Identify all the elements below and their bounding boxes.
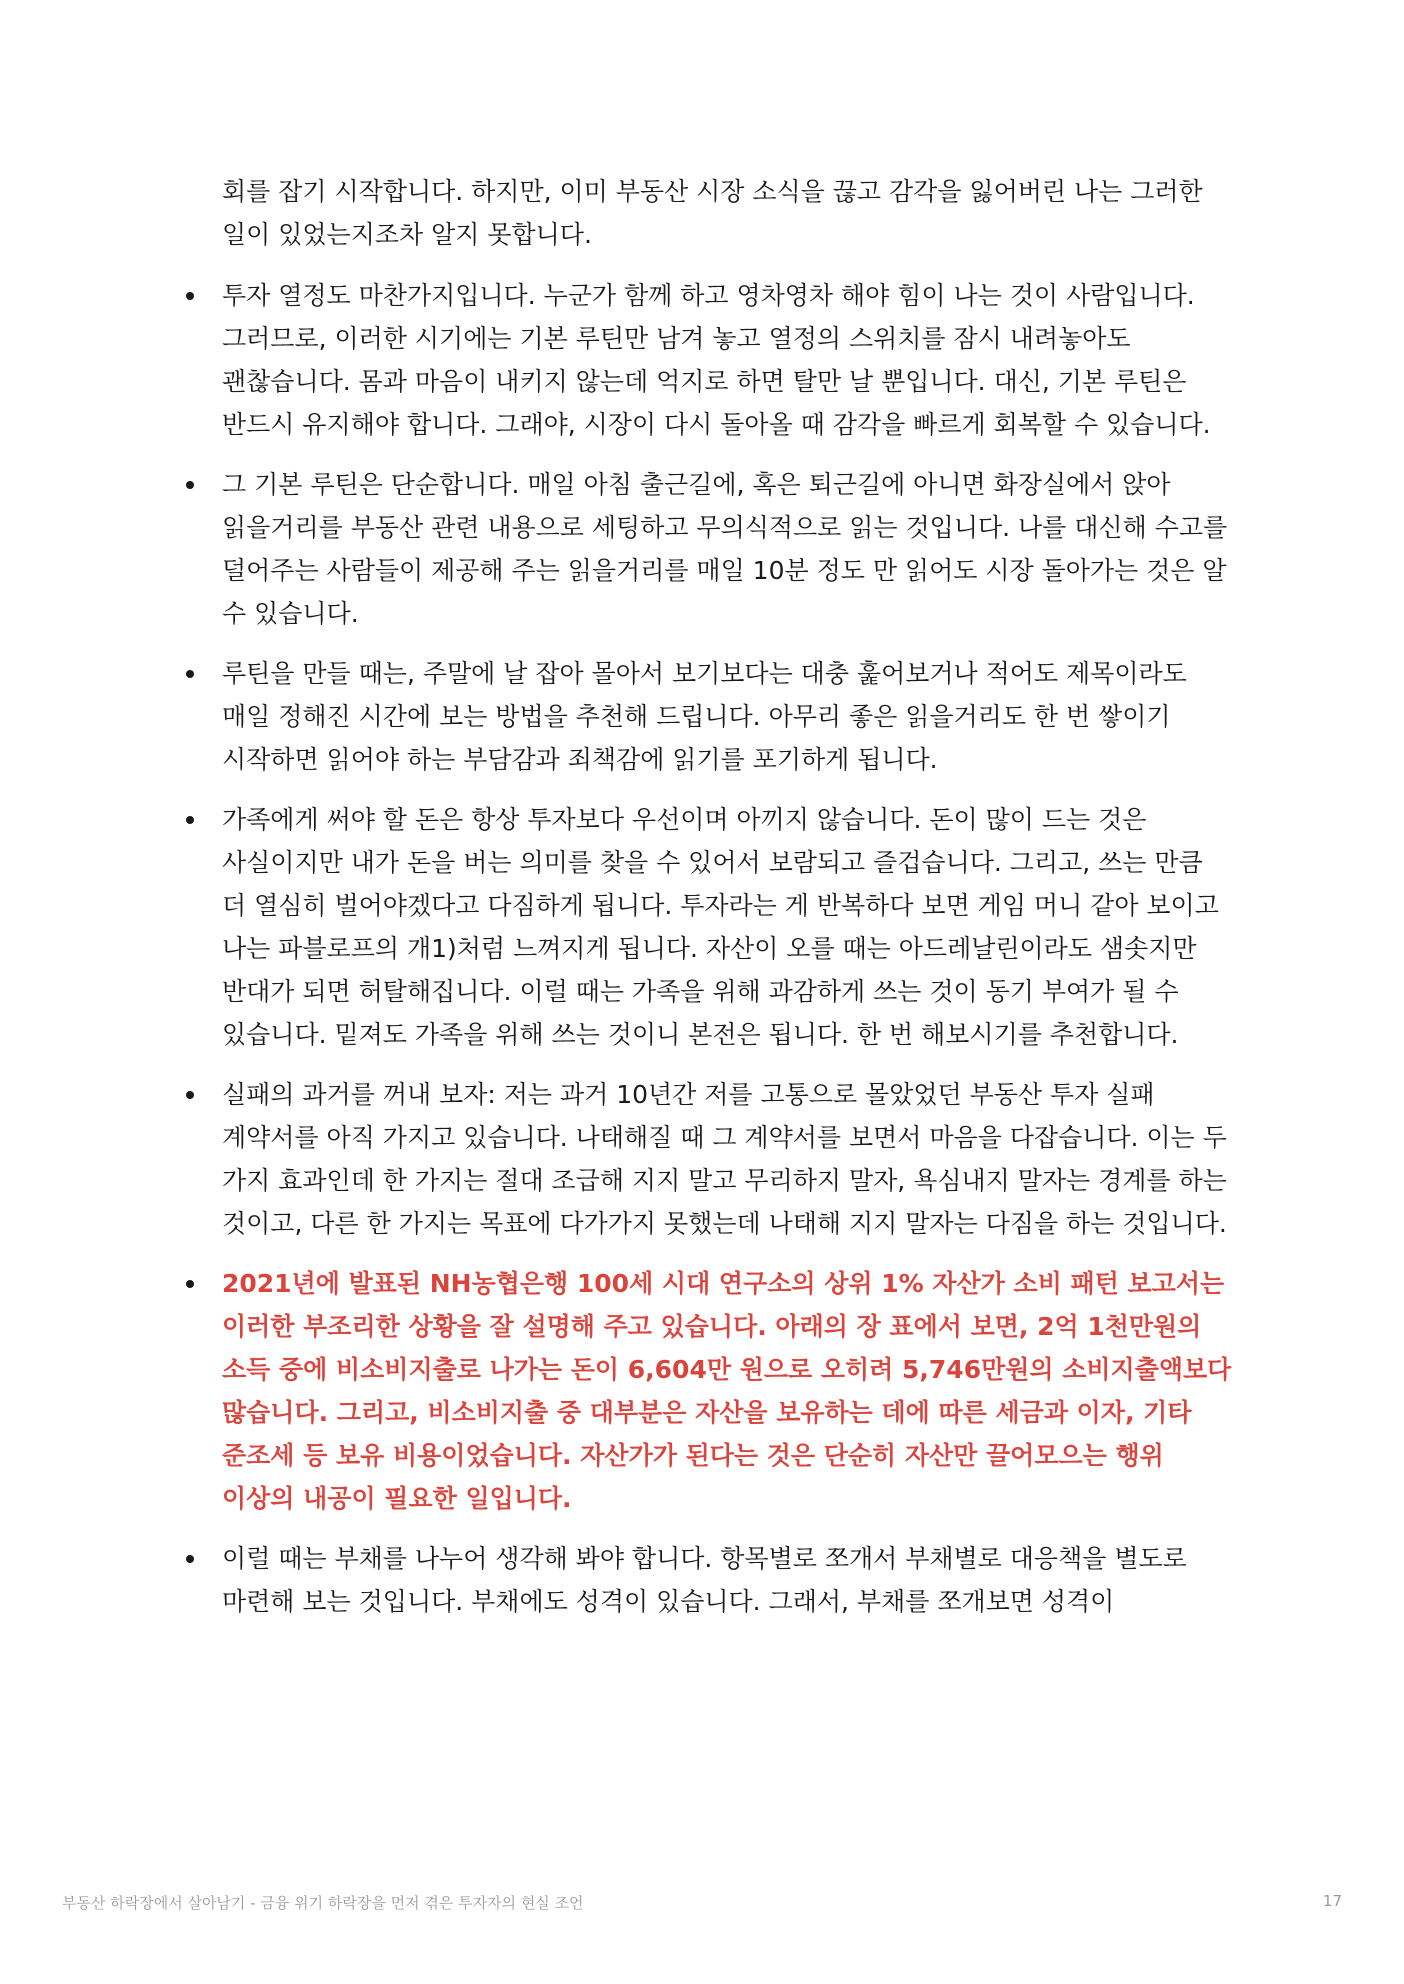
list-item-text: 실패의 과거를 꺼내 보자: 저는 과거 10년간 저를 고통으로 몰았었던 부동산 투자 실패 계약서를 아직 가지고 있습니다. 나태해질 때 그 계약서를 보면서 마음을 다잡습니다. 이는 두 가지 효과인데 한 가지는 절대 조급해 지지 말고 무리하지 말자, 욕심내지 말자는 경계를 하는 것이고, 다른 한 가지는 목표에 다가가지 못했는데 나태해 지지 말자는 다짐을 하는 것입니다. [222, 1080, 1227, 1238]
bullet-dot-icon [186, 670, 194, 678]
bullet-dot-icon [186, 292, 194, 300]
bullet-list [222, 274, 1232, 1640]
list-item [222, 463, 1232, 635]
bullet-dot-icon [186, 1280, 194, 1288]
page-number: 17 [1322, 1892, 1342, 1910]
page-footer [62, 1892, 1342, 1916]
list-item-text: 이럴 때는 부채를 나누어 생각해 봐야 합니다. 항목별로 쪼개서 부채별로 대응책을 별도로 마련해 보는 것입니다. 부채에도 성격이 있습니다. 그래서, 부채를 쪼개보면 성격이 [222, 1544, 1187, 1616]
list-item-text: 그 기본 루틴은 단순합니다. 매일 아침 출근길에, 혹은 퇴근길에 아니면 화장실에서 앉아 읽을거리를 부동산 관련 내용으로 세팅하고 무의식적으로 읽는 것입니다. 나를 대신해 수고를 덜어주는 사람들이 제공해 주는 읽을거리를 매일 10분 정도 만 읽어도 시장 돌아가는 것은 알 수 있습니다. [222, 470, 1228, 628]
list-item [222, 1073, 1232, 1245]
list-item [222, 1537, 1232, 1623]
list-item-text: 투자 열정도 마찬가지입니다. 누군가 함께 하고 영차영차 해야 힘이 나는 것이 사람입니다. 그러므로, 이러한 시기에는 기본 루틴만 남겨 놓고 열정의 스위치를 잠시 내려놓아도 괜찮습니다. 몸과 마음이 내키지 않는데 억지로 하면 탈만 날 뿐입니다. 대신, 기본 루틴은 반드시 유지해야 합니다. 그래야, 시장이 다시 돌아올 때 감각을 빠르게 회복할 수 있습니다. [222, 281, 1211, 439]
list-item-text: 가족에게 써야 할 돈은 항상 투자보다 우선이며 아끼지 않습니다. 돈이 많이 드는 것은 사실이지만 내가 돈을 버는 의미를 찾을 수 있어서 보람되고 즐겁습니다. 그리고, 쓰는 만큼 더 열심히 벌어야겠다고 다짐하게 됩니다. 투자라는 게 반복하다 보면 게임 머니 같아 보이고 나는 파블로프의 개1)처럼 느껴지게 됩니다. 자산이 오를 때는 아드레날린이라도 샘솟지만 반대가 되면 허탈해집니다. 이럴 때는 가족을 위해 과감하게 쓰는 것이 동기 부여가 될 수 있습니다. 밑져도 가족을 위해 쓰는 것이니 본전은 됩니다. 한 번 해보시기를 추천합니다. [222, 805, 1219, 1049]
bullet-dot-icon [186, 481, 194, 489]
bullet-dot-icon [186, 1091, 194, 1099]
bullet-dot-icon [186, 816, 194, 824]
continuation-paragraph: 회를 잡기 시작합니다. 하지만, 이미 부동산 시장 소식을 끊고 감각을 잃어버린 나는 그러한 일이 있었는지조차 알지 못합니다. [222, 177, 1203, 249]
footer-book-title: 부동산 하락장에서 살아남기 - 금융 위기 하락장을 먼저 겪은 투자자의 현실 조언 [62, 1894, 584, 1912]
list-item [222, 798, 1232, 1056]
highlighted-list-item [222, 1262, 1232, 1520]
list-item-text: 2021년에 발표된 NH농협은행 100세 시대 연구소의 상위 1% 자산가 소비 패턴 보고서는 이러한 부조리한 상황을 잘 설명해 주고 있습니다. 아래의 장 표에서 보면, 2억 1천만원의 소득 중에 비소비지출로 나가는 돈이 6,604만 원으로 오히려 5,746만원의 소비지출액보다 많습니다. 그리고, 비소비지출 중 대부분은 자산을 보유하는 데에 따른 세금과 이자, 기타 준조세 등 보유 비용이었습니다. 자산가가 된다는 것은 단순히 자산만 끌어모으는 행위 이상의 내공이 필요한 일입니다. [222, 1269, 1232, 1513]
bullet-dot-icon [186, 1555, 194, 1563]
list-item [222, 274, 1232, 446]
list-item [222, 652, 1232, 781]
list-item-text: 루틴을 만들 때는, 주말에 날 잡아 몰아서 보기보다는 대충 훑어보거나 적어도 제목이라도 매일 정해진 시간에 보는 방법을 추천해 드립니다. 아무리 좋은 읽을거리도 한 번 쌓이기 시작하면 읽어야 하는 부담감과 죄책감에 읽기를 포기하게 됩니다. [222, 659, 1187, 774]
